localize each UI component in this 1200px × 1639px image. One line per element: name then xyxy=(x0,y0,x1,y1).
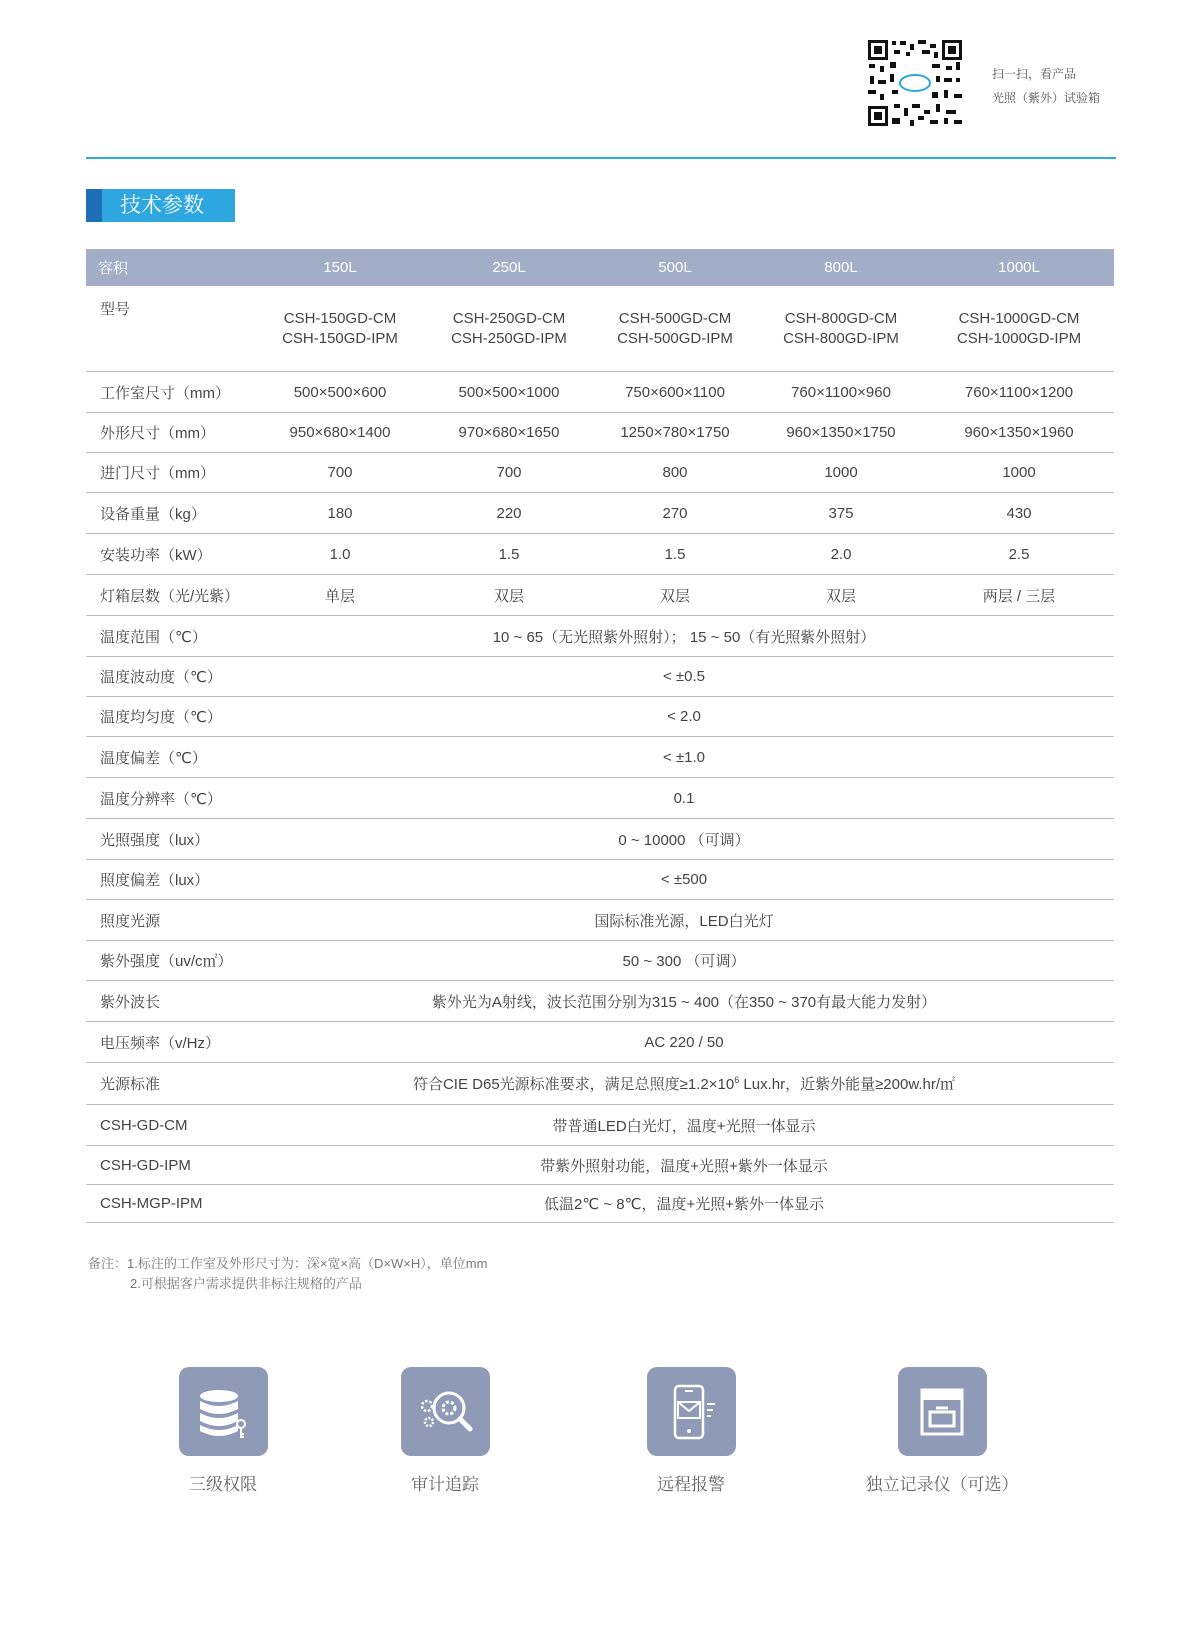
row-value: 0 ~ 10000 （可调） xyxy=(254,819,1114,860)
row-value: 0.1 xyxy=(254,778,1114,819)
model-cell xyxy=(924,286,1114,372)
table-row-standard xyxy=(86,1063,1114,1105)
section-title-text: 技术参数 xyxy=(120,194,204,217)
row-value: 50 ~ 300 （可调） xyxy=(254,941,1114,981)
note-line-1: 备注：1.标注的工作室及外形尺寸为：深×宽×高（D×W×H），单位mm xyxy=(88,1256,488,1271)
row-value: 180 xyxy=(254,493,426,534)
header-cell-1000l: 1000L xyxy=(924,249,1114,286)
row-label: 工作室尺寸（mm） xyxy=(86,372,254,413)
std-exponent: 6 xyxy=(734,1075,740,1085)
row-label: 照度光源 xyxy=(86,900,254,941)
row-label: 进门尺寸（mm） xyxy=(86,453,254,493)
model-cell xyxy=(254,286,426,372)
row-value: < ±500 xyxy=(254,860,1114,900)
row-value: 1.0 xyxy=(254,534,426,575)
row-label: 设备重量（kg） xyxy=(86,493,254,534)
model-cm: CSH-500GD-CM xyxy=(618,309,732,327)
model-ipm: CSH-500GD-IPM xyxy=(617,329,733,347)
row-value: 760×1100×1200 xyxy=(924,372,1114,413)
model-ipm: CSH-800GD-IPM xyxy=(783,329,899,347)
table-row xyxy=(86,819,1114,860)
row-value: 1.5 xyxy=(426,534,592,575)
row-value: < ±1.0 xyxy=(254,737,1114,778)
row-value: 两层 / 三层 xyxy=(924,575,1114,616)
row-label: 安装功率（kW） xyxy=(86,534,254,575)
table-row-variant xyxy=(86,1105,1114,1146)
row-value: 375 xyxy=(758,493,924,534)
spec-rows xyxy=(86,372,1114,1223)
model-ipm: CSH-1000GD-IPM xyxy=(956,329,1082,347)
feature-permissions xyxy=(113,1367,333,1495)
model-ipm: CSH-250GD-IPM xyxy=(451,329,567,347)
model-cm: CSH-250GD-CM xyxy=(452,309,566,327)
row-value: 430 xyxy=(924,493,1114,534)
row-value xyxy=(254,1063,1114,1105)
row-label: 型号 xyxy=(86,286,254,372)
row-label: 外形尺寸（mm） xyxy=(86,413,254,453)
row-value: 750×600×1100 xyxy=(592,372,758,413)
qr-caption xyxy=(992,62,1100,110)
row-label: CSH-GD-CM xyxy=(86,1105,254,1146)
feature-audit-trail xyxy=(335,1367,555,1495)
row-value: 960×1350×1960 xyxy=(924,413,1114,453)
qr-caption-line2: 光照（紫外）试验箱 xyxy=(992,91,1101,105)
row-label: 温度分辨率（℃） xyxy=(86,778,254,819)
model-cm: CSH-1000GD-CM xyxy=(958,309,1080,327)
feature-label: 三级权限 xyxy=(189,1475,257,1494)
table-row xyxy=(86,697,1114,737)
note-line-2: 2.可根据客户需求提供非标注规格的产品 xyxy=(130,1276,362,1291)
std-text-after: Lux.hr，近紫外能量≥200w.hr/㎡ xyxy=(739,1076,956,1093)
model-cm: CSH-800GD-CM xyxy=(784,309,898,327)
row-label: CSH-MGP-IPM xyxy=(86,1185,254,1223)
row-value: 500×500×1000 xyxy=(426,372,592,413)
row-label: 温度均匀度（℃） xyxy=(86,697,254,737)
model-cell xyxy=(426,286,592,372)
model-cell xyxy=(592,286,758,372)
row-label: CSH-GD-IPM xyxy=(86,1146,254,1185)
row-value: 双层 xyxy=(592,575,758,616)
header-divider xyxy=(86,157,1116,159)
spec-table xyxy=(86,249,1114,1223)
title-accent-bar xyxy=(86,189,102,222)
printer-icon xyxy=(898,1367,987,1456)
row-label: 温度波动度（℃） xyxy=(86,657,254,697)
row-value: 700 xyxy=(426,453,592,493)
model-cell xyxy=(758,286,924,372)
row-value: 双层 xyxy=(758,575,924,616)
row-value: 800 xyxy=(592,453,758,493)
row-label: 灯箱层数（光/光紫） xyxy=(86,575,254,616)
row-label: 紫外波长 xyxy=(86,981,254,1022)
table-row xyxy=(86,1022,1114,1063)
table-header-row xyxy=(86,249,1114,286)
database-key-icon xyxy=(179,1367,268,1456)
row-value: 紫外光为A射线，波长范围分别为315 ~ 400（在350 ~ 370有最大能力发射） xyxy=(254,981,1114,1022)
row-value: 单层 xyxy=(254,575,426,616)
row-value: 760×1100×960 xyxy=(758,372,924,413)
header-cell-volume: 容积 xyxy=(86,249,254,286)
row-value: 1000 xyxy=(758,453,924,493)
row-value: 2.0 xyxy=(758,534,924,575)
header-cell-800l: 800L xyxy=(758,249,924,286)
row-value: 带紫外照射功能，温度+光照+紫外一体显示 xyxy=(254,1146,1114,1185)
header-cell-150l: 150L xyxy=(254,249,426,286)
feature-recorder xyxy=(832,1367,1052,1495)
table-row xyxy=(86,534,1114,575)
row-label: 电压频率（v/Hz） xyxy=(86,1022,254,1063)
header-cell-500l: 500L xyxy=(592,249,758,286)
magnifier-gear-icon xyxy=(401,1367,490,1456)
model-cm: CSH-150GD-CM xyxy=(283,309,397,327)
row-label: 光照强度（lux） xyxy=(86,819,254,860)
table-row xyxy=(86,413,1114,453)
feature-label: 远程报警 xyxy=(657,1475,725,1494)
row-value: 国际标准光源，LED白光灯 xyxy=(254,900,1114,941)
row-value: 270 xyxy=(592,493,758,534)
feature-label: 审计追踪 xyxy=(411,1475,479,1494)
row-value: 970×680×1650 xyxy=(426,413,592,453)
feature-remote-alarm xyxy=(581,1367,801,1495)
notes xyxy=(88,1254,487,1294)
table-row xyxy=(86,575,1114,616)
table-row xyxy=(86,900,1114,941)
row-value: AC 220 / 50 xyxy=(254,1022,1114,1063)
model-ipm: CSH-150GD-IPM xyxy=(282,329,398,347)
row-value: 2.5 xyxy=(924,534,1114,575)
qr-code xyxy=(866,38,964,128)
row-label: 紫外强度（uv/c㎡） xyxy=(86,941,254,981)
table-row xyxy=(86,372,1114,413)
table-row xyxy=(86,860,1114,900)
row-value: 500×500×600 xyxy=(254,372,426,413)
header-cell-250l: 250L xyxy=(426,249,592,286)
row-label: 温度范围（℃） xyxy=(86,616,254,657)
row-value: 220 xyxy=(426,493,592,534)
row-value: 700 xyxy=(254,453,426,493)
row-value: 1250×780×1750 xyxy=(592,413,758,453)
row-label: 照度偏差（lux） xyxy=(86,860,254,900)
qr-caption-line1: 扫一扫，看产品 xyxy=(992,67,1077,81)
table-row xyxy=(86,453,1114,493)
table-row xyxy=(86,778,1114,819)
table-row-variant xyxy=(86,1146,1114,1185)
table-row xyxy=(86,493,1114,534)
table-row xyxy=(86,657,1114,697)
table-row xyxy=(86,616,1114,657)
row-value: 带普通LED白光灯，温度+光照一体显示 xyxy=(254,1105,1114,1146)
row-value: 1000 xyxy=(924,453,1114,493)
row-value: < 2.0 xyxy=(254,697,1114,737)
row-value: 1.5 xyxy=(592,534,758,575)
row-label: 光源标准 xyxy=(86,1063,254,1105)
table-row xyxy=(86,981,1114,1022)
table-row-variant xyxy=(86,1185,1114,1223)
feature-label: 独立记录仪（可选） xyxy=(865,1475,1019,1494)
row-value: 10 ~ 65（无光照紫外照射）； 15 ~ 50（有光照紫外照射） xyxy=(254,616,1114,657)
row-value: 950×680×1400 xyxy=(254,413,426,453)
row-value: 双层 xyxy=(426,575,592,616)
std-text-before: 符合CIE D65光源标准要求，满足总照度≥1.2×10 xyxy=(412,1076,735,1093)
row-value: 960×1350×1750 xyxy=(758,413,924,453)
section-title xyxy=(86,189,235,222)
table-row-model xyxy=(86,286,1114,372)
row-label: 温度偏差（℃） xyxy=(86,737,254,778)
table-row xyxy=(86,737,1114,778)
row-value: 低温2℃ ~ 8℃，温度+光照+紫外一体显示 xyxy=(254,1185,1114,1223)
table-row xyxy=(86,941,1114,981)
row-value: < ±0.5 xyxy=(254,657,1114,697)
phone-message-icon xyxy=(647,1367,736,1456)
